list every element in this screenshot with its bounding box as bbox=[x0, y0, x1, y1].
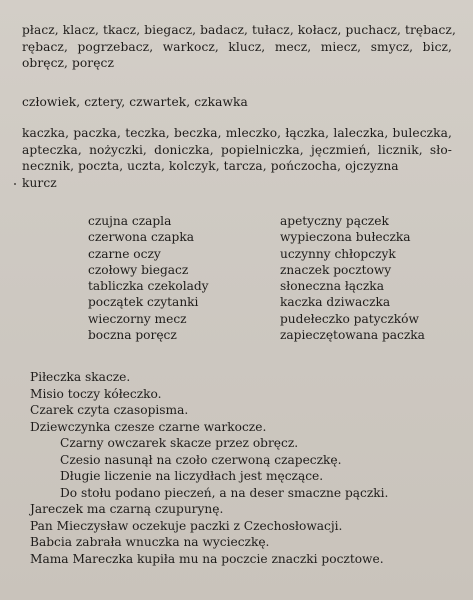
phrase: czarne oczy bbox=[88, 246, 161, 261]
sentence: Czarek czyta czasopisma. bbox=[30, 403, 189, 417]
sentence: Piłeczka skacze. bbox=[30, 370, 131, 384]
sentence: Jareczek ma czarną czupurynę. bbox=[30, 502, 224, 516]
sentence: Dziewczynka czesze czarne warkocze. bbox=[30, 419, 267, 434]
sentence: Do stołu podano pieczeń, a na deser smaczne pączki. bbox=[60, 485, 389, 500]
phrase: kaczka dziwaczka bbox=[280, 295, 391, 310]
phrase: apetyczny pączek bbox=[280, 214, 389, 228]
phrase: wypieczona bułeczka bbox=[280, 230, 411, 245]
sentence: Misio toczy kółeczko. bbox=[30, 386, 162, 401]
phrase: słoneczna łączka bbox=[280, 279, 384, 294]
word-list-line: rębacz, pogrzebacz, warkocz, klucz, mecz, miecz, smycz, bicz, bbox=[22, 39, 452, 54]
phrases-right-column bbox=[280, 213, 425, 343]
phrase: uczynny chłopczyk bbox=[280, 246, 396, 261]
word-list-line: kaczka, paczka, teczka, beczka, mleczko, łączka, laleczka, buleczka, bbox=[22, 126, 452, 140]
word-list-line: apteczka, nożyczki, doniczka, popielniczka, jęczmień, licznik, sło- bbox=[22, 142, 452, 157]
word-list-line: kurcz bbox=[22, 175, 57, 190]
phrase: znaczek pocztowy bbox=[280, 262, 392, 277]
sentences-block bbox=[30, 369, 388, 567]
word-list-medial bbox=[22, 125, 452, 191]
sentence: Babcia zabrała wnuczka na wycieczkę. bbox=[30, 535, 270, 549]
word-list-line: obręcz, poręcz bbox=[22, 56, 114, 70]
phrase: zapieczętowana paczka bbox=[280, 328, 425, 343]
phrase: tabliczka czekolady bbox=[88, 279, 209, 294]
phrase: czołowy biegacz bbox=[88, 262, 189, 277]
phrase: boczna poręcz bbox=[88, 328, 177, 343]
word-list-line: płacz, klacz, tkacz, biegacz, badacz, tułacz, kołacz, puchacz, trębacz, bbox=[22, 23, 456, 37]
sentence: Długie liczenie na liczydłach jest męczące. bbox=[60, 469, 324, 483]
sentence: Pan Mieczysław oczekuje paczki z Czechosłowacji. bbox=[30, 518, 343, 533]
phrase: czerwona czapka bbox=[88, 230, 195, 245]
phrase: pudełeczko patyczków bbox=[280, 311, 419, 326]
phrase: początek czytanki bbox=[88, 295, 199, 310]
phrases-left-column bbox=[88, 213, 209, 343]
word-list-line: człowiek, cztery, czwartek, czkawka bbox=[22, 95, 248, 109]
word-list-initial bbox=[22, 94, 452, 111]
phrase: wieczorny mecz bbox=[88, 311, 187, 326]
sentence: Czarny owczarek skacze przez obręcz. bbox=[60, 436, 299, 450]
margin-dot bbox=[14, 183, 16, 185]
sentence: Czesio nasunął na czoło czerwoną czapeczkę. bbox=[60, 452, 342, 467]
phrase: czujna czapla bbox=[88, 214, 172, 228]
sentence: Mama Mareczka kupiła mu na poczcie znaczki pocztowe. bbox=[30, 551, 384, 566]
word-list-endings bbox=[22, 22, 456, 72]
word-list-line: necznik, poczta, uczta, kolczyk, tarcza, pończocha, ojczyzna bbox=[22, 159, 399, 173]
